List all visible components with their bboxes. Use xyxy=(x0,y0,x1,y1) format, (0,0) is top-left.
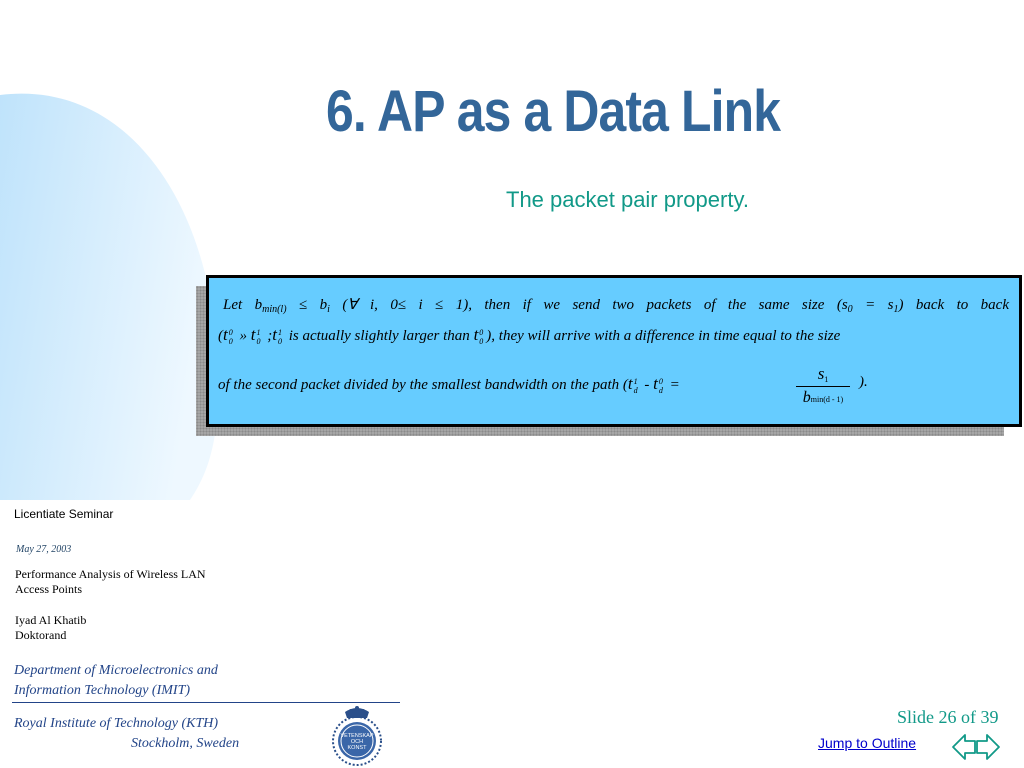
slide-number: Slide 26 of 39 xyxy=(897,707,999,727)
slide-title: 6. AP as a Data Link xyxy=(326,79,781,144)
city-label: Stockholm, Sweden xyxy=(131,736,240,751)
definition-close: ). xyxy=(859,374,868,390)
author-info: Iyad Al Khatib Doktorand xyxy=(15,613,87,642)
logo-text-1: VETENSKAP xyxy=(340,733,374,739)
definition-line-1: Let $b_{min(l)} \le b_i$ (∀ i, 0≤ i ≤ 1), then if we send two packets of the same size $(s_0 = s_1)$ back to back xyxy=(223,297,1009,315)
jump-to-outline-link[interactable]: Jump to Outline xyxy=(818,735,917,751)
definition-line-2: (t 0 0 » t 1 0 ;t 1 0 is actually slightly larger than t 0 0 ), they will arrive with a difference in time equal to the size xyxy=(218,325,841,346)
definition-box xyxy=(206,275,1022,427)
presentation-title: Performance Analysis of Wireless LAN Access Points xyxy=(15,567,206,596)
kth-crest-icon xyxy=(331,704,383,766)
date-label: May 27, 2003 xyxy=(16,544,72,555)
slide-subtitle: The packet pair property. xyxy=(506,187,749,212)
logo-text-3: KONST xyxy=(347,745,367,751)
definition-line-3: of the second packet divided by the smallest bandwidth on the path (t 1 d - t 0 d = xyxy=(218,374,680,395)
seminar-label: Licentiate Seminar xyxy=(14,507,114,521)
bandwidth-fraction: $s_1$ bmin(d - 1) xyxy=(796,364,850,407)
footer-divider xyxy=(12,702,400,703)
institute-label: Royal Institute of Technology (KTH) xyxy=(14,716,219,731)
department-label: Department of Microelectronics and Information Technology (IMIT) xyxy=(14,663,218,698)
logo-text-2: OCH xyxy=(350,739,364,745)
left-right-arrows-icon[interactable] xyxy=(951,731,1001,763)
